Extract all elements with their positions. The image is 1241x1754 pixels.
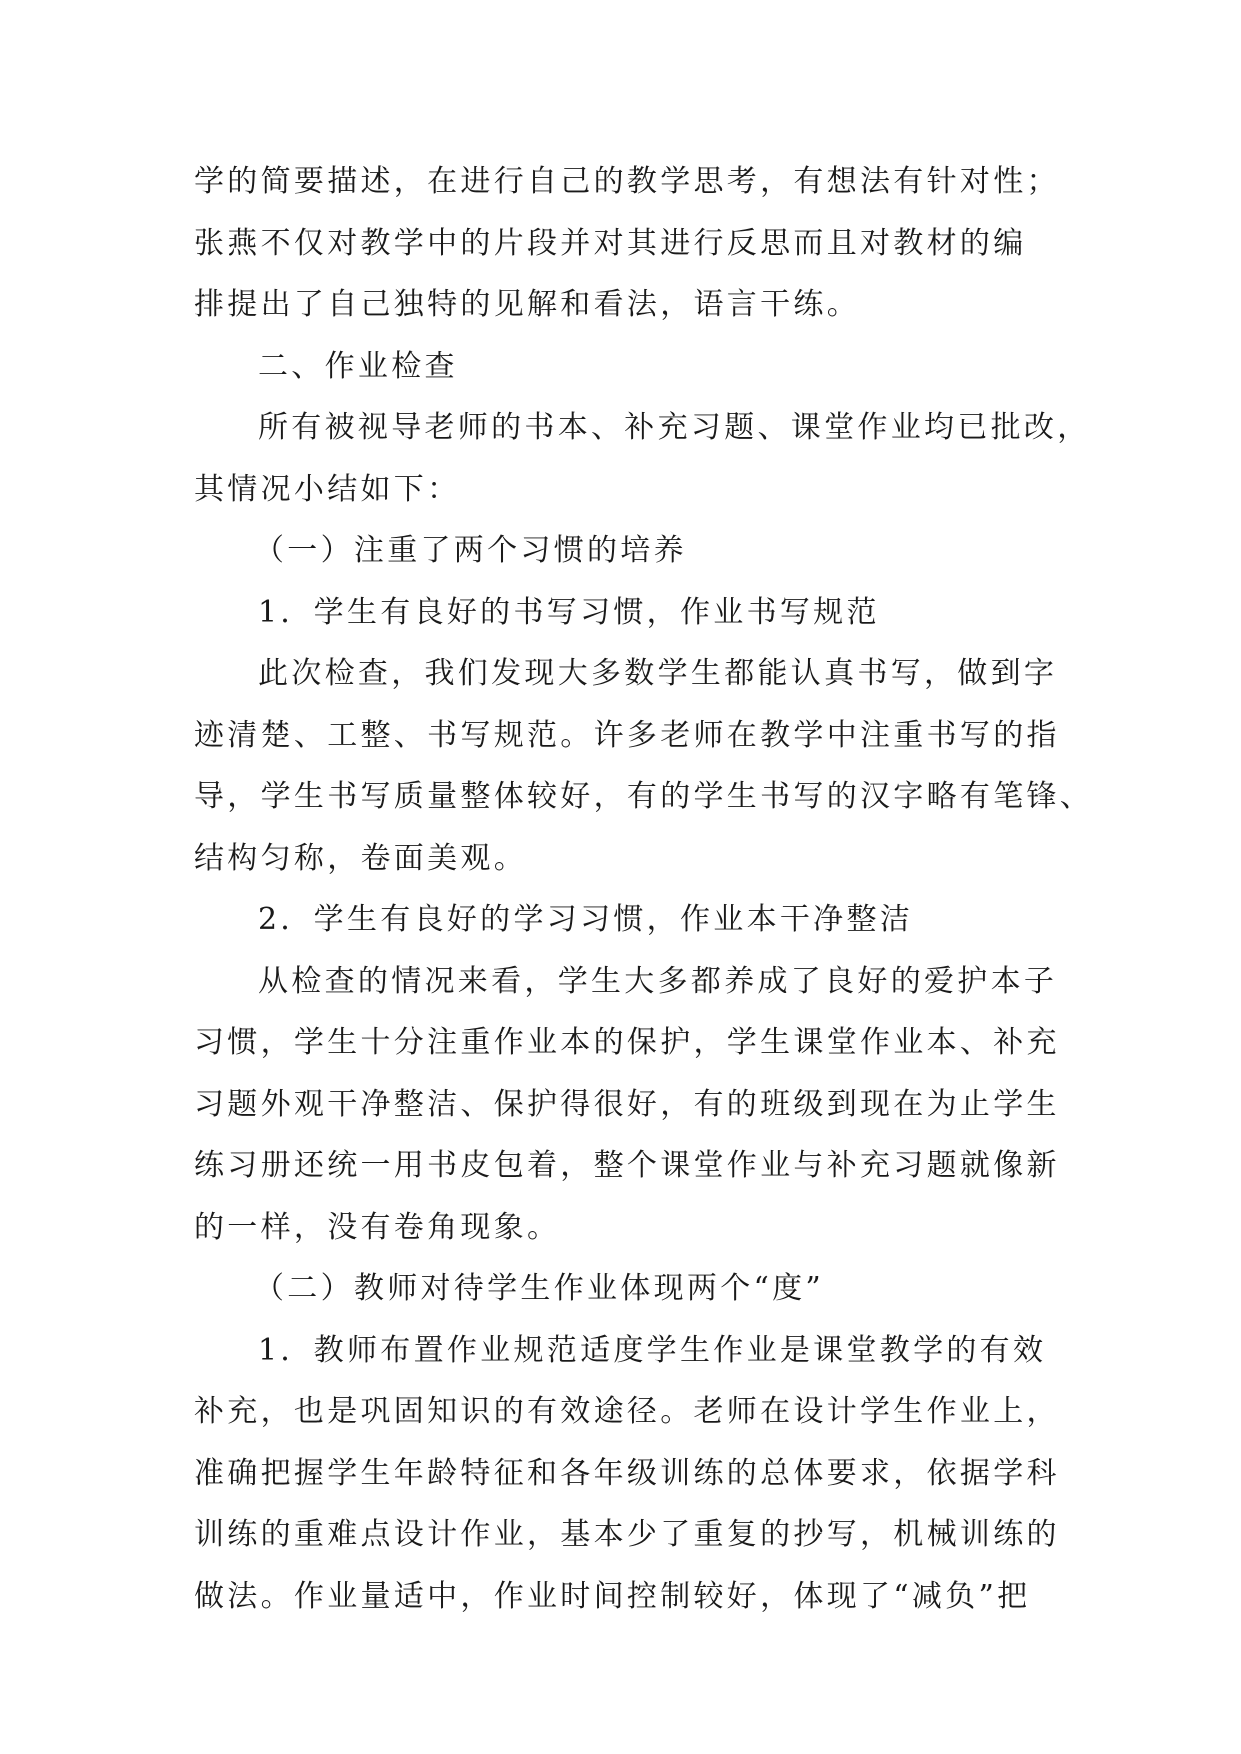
subsection-heading: （二）教师对待学生作业体现两个“度” xyxy=(254,1271,825,1306)
text-line: 1．教师布置作业规范适度学生作业是课堂教学的有效 xyxy=(258,1333,1047,1368)
item-heading: 2．学生有良好的学习习惯，作业本干净整洁 xyxy=(258,902,914,937)
item-heading: 1．学生有良好的书写习惯，作业书写规范 xyxy=(258,595,880,630)
text-line: 导，学生书写质量整体较好，有的学生书写的汉字略有笔锋、 xyxy=(194,779,1094,814)
text-line: 排提出了自己独特的见解和看法，语言干练。 xyxy=(194,287,860,322)
text-line: 所有被视导老师的书本、补充习题、课堂作业均已批改， xyxy=(258,410,1091,445)
text-line: 迹清楚、工整、书写规范。许多老师在教学中注重书写的指 xyxy=(194,718,1060,753)
text-line: 的一样，没有卷角现象。 xyxy=(194,1210,561,1245)
text-line: 做法。作业量适中，作业时间控制较好，体现了“减负”把 xyxy=(194,1579,1031,1614)
text-line: 学的简要描述，在进行自己的教学思考，有想法有针对性； xyxy=(194,164,1060,199)
text-line: 准确把握学生年龄特征和各年级训练的总体要求，依据学科 xyxy=(194,1456,1060,1491)
subsection-heading: （一）注重了两个习惯的培养 xyxy=(254,533,687,568)
text-line: 其情况小结如下： xyxy=(194,472,461,507)
section-heading: 二、作业检查 xyxy=(258,349,458,384)
text-line: 习惯，学生十分注重作业本的保护，学生课堂作业本、补充 xyxy=(194,1025,1060,1060)
text-line: 张燕不仅对教学中的片段并对其进行反思而且对教材的编 xyxy=(194,226,1027,261)
text-line: 练习册还统一用书皮包着，整个课堂作业与补充习题就像新 xyxy=(194,1148,1060,1183)
text-line: 训练的重难点设计作业，基本少了重复的抄写，机械训练的 xyxy=(194,1517,1060,1552)
text-line: 习题外观干净整洁、保护得很好，有的班级到现在为止学生 xyxy=(194,1087,1060,1122)
text-line: 从检查的情况来看，学生大多都养成了良好的爱护本子 xyxy=(258,964,1058,999)
text-line: 补充，也是巩固知识的有效途径。老师在设计学生作业上， xyxy=(194,1394,1060,1429)
text-line: 此次检查，我们发现大多数学生都能认真书写，做到字 xyxy=(258,656,1058,691)
text-line: 结构匀称，卷面美观。 xyxy=(194,841,527,876)
